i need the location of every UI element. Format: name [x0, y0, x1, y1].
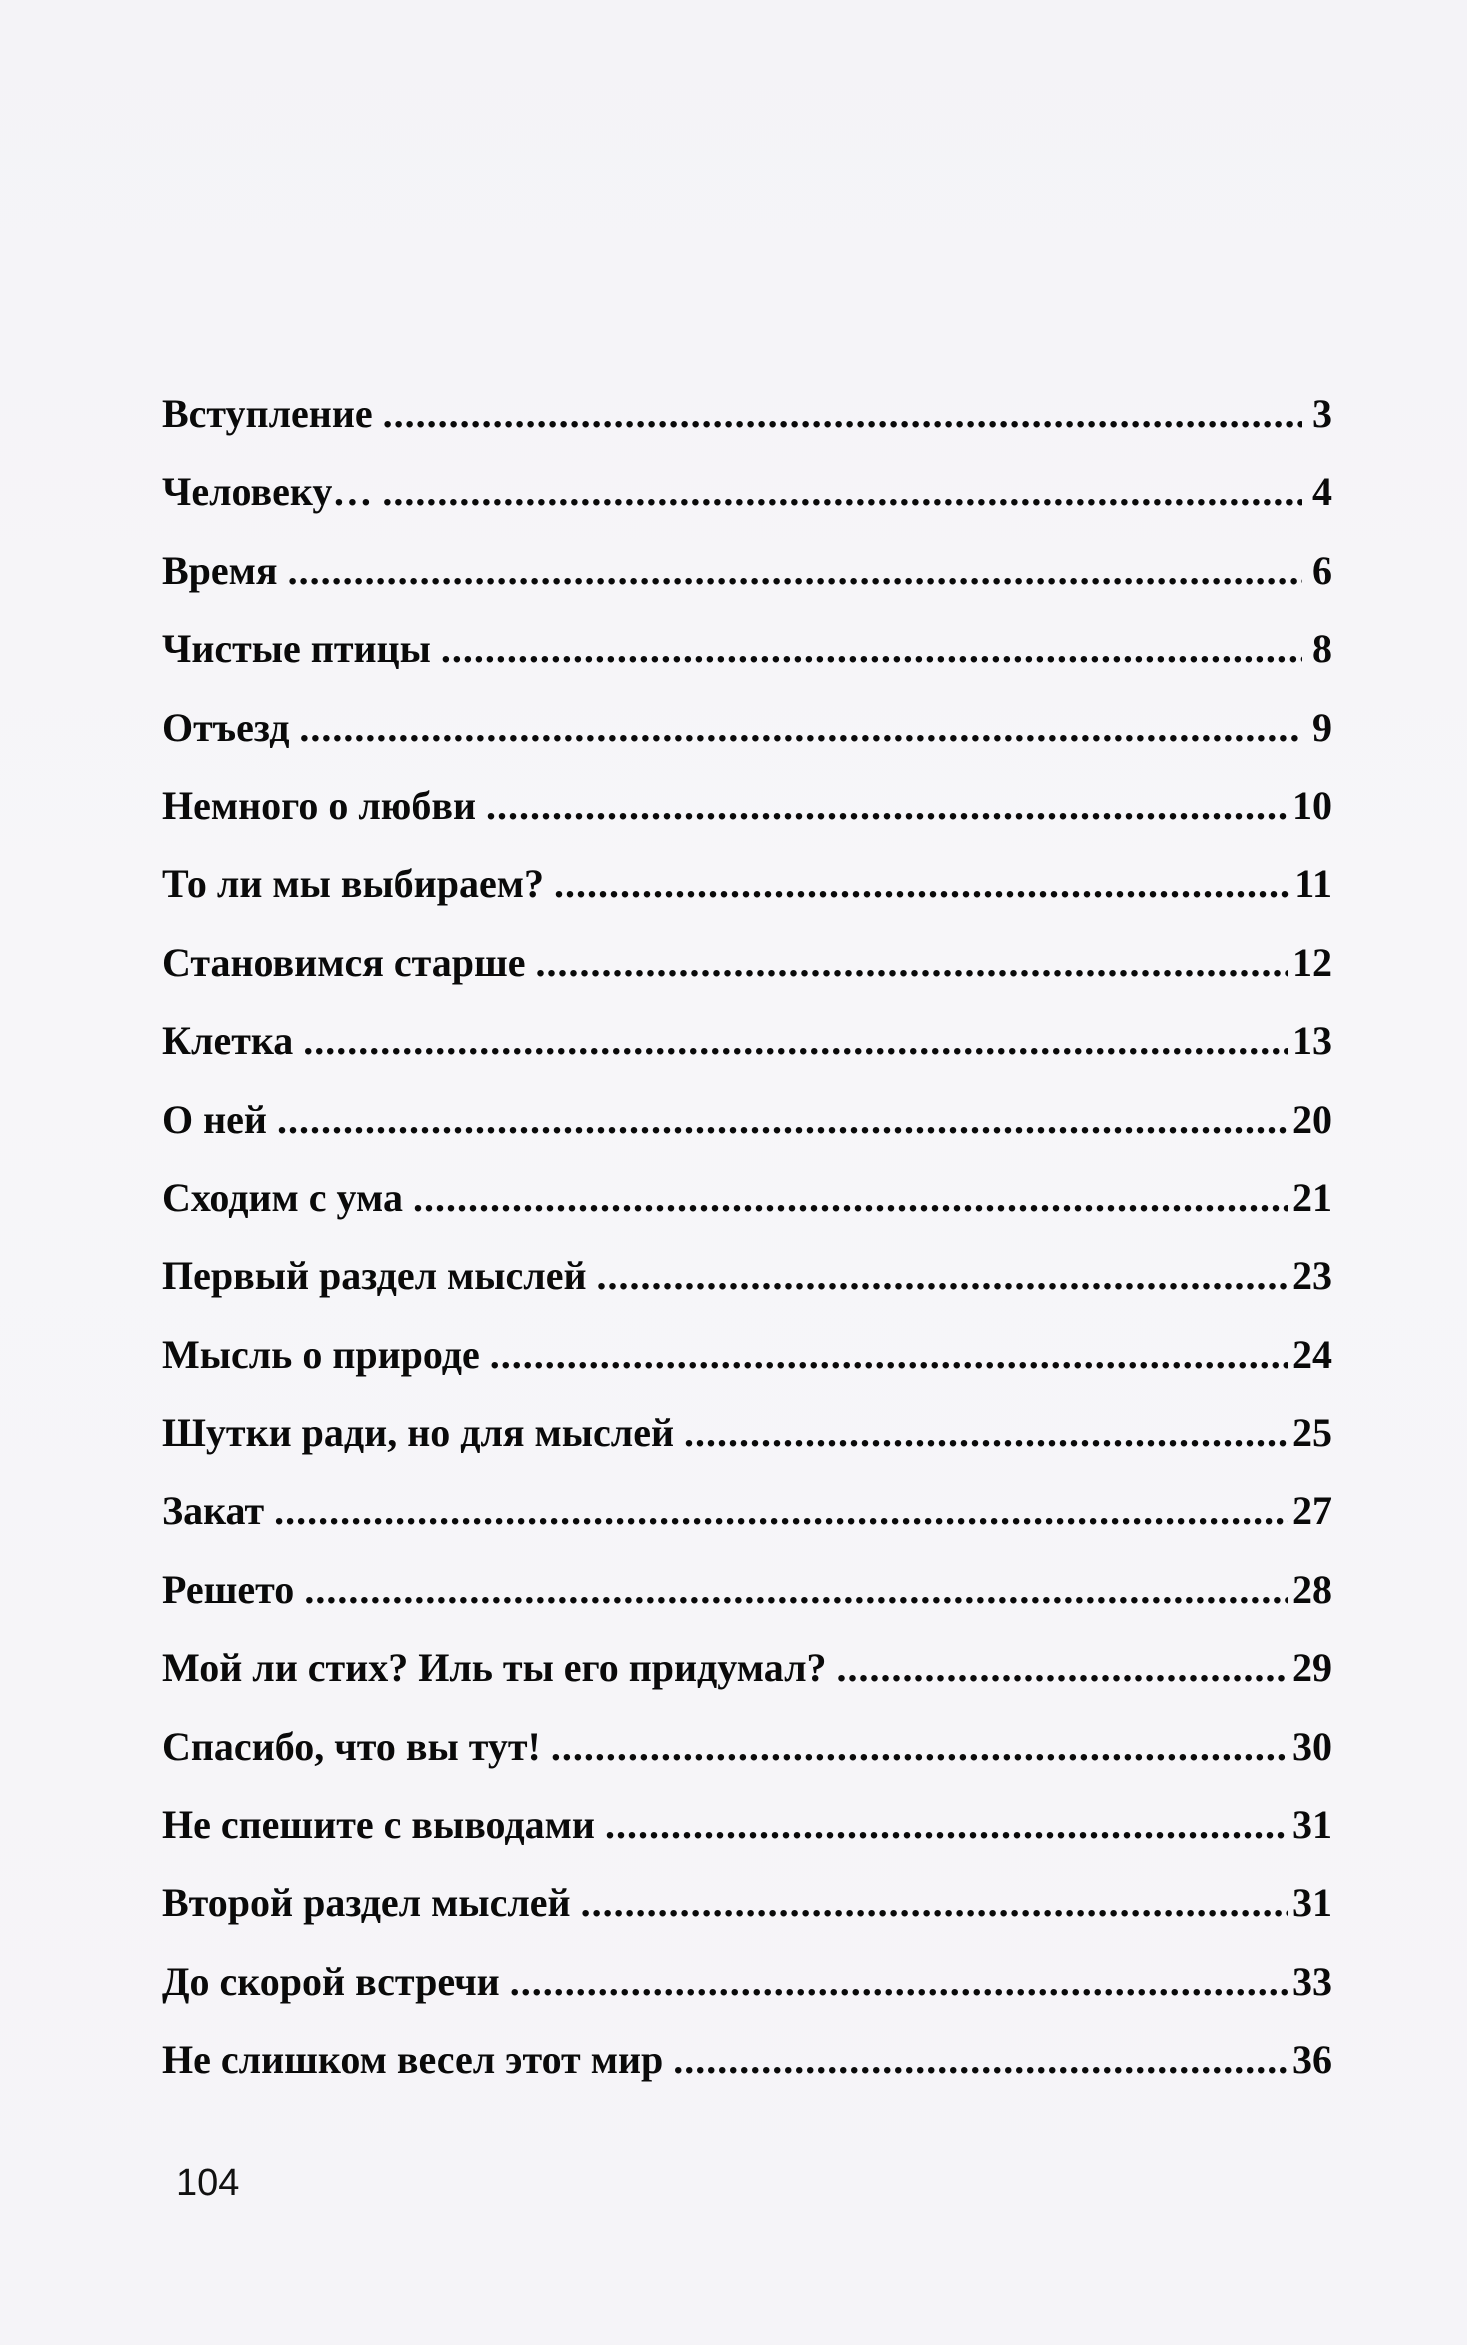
toc-entry-page: 21	[1292, 1174, 1332, 1220]
toc-dot-leader	[536, 939, 1289, 986]
toc-entry-title: Не слишком весел этот мир	[162, 2037, 664, 2083]
toc-entry-title: До скорой встречи	[162, 1958, 500, 2004]
toc-entry-title: Вступление	[162, 391, 373, 436]
toc-dot-leader	[673, 2036, 1288, 2083]
toc-entry-page: 9	[1312, 704, 1332, 750]
toc-dot-leader	[303, 1017, 1288, 1064]
toc-dot-leader	[277, 1096, 1288, 1143]
toc-dot-leader	[383, 390, 1302, 437]
toc-dot-leader	[510, 1958, 1288, 2005]
toc-entry	[162, 547, 1332, 625]
toc-entry	[162, 625, 1332, 703]
toc-entry-title: Шутки ради, но для мыслей	[162, 1410, 675, 1456]
toc-dot-leader	[837, 1644, 1288, 1691]
toc-entry-title: Решето	[162, 1566, 295, 1612]
toc-entry-page: 28	[1292, 1566, 1332, 1612]
toc-entry	[162, 1801, 1332, 1879]
toc-entry-title: Становимся старше	[162, 939, 526, 985]
toc-entry	[162, 1566, 1332, 1644]
toc-entry-title: Сходим с ума	[162, 1174, 403, 1220]
toc-entry-page: 30	[1292, 1723, 1332, 1769]
toc-entry-page: 20	[1292, 1096, 1332, 1142]
toc-entry-title: Первый раздел мыслей	[162, 1253, 587, 1299]
toc-dot-leader	[288, 547, 1302, 594]
toc-dot-leader	[684, 1409, 1288, 1456]
toc-dot-leader	[304, 1566, 1288, 1613]
toc-dot-leader	[597, 1252, 1289, 1299]
toc-dot-leader	[490, 1331, 1288, 1378]
toc-dot-leader	[274, 1487, 1288, 1534]
toc-dot-leader	[413, 1174, 1288, 1221]
toc-entry-title: Закат	[162, 1488, 265, 1534]
toc-entry	[162, 2036, 1332, 2114]
toc-entry-page: 29	[1292, 1645, 1332, 1691]
toc-entry	[162, 1252, 1332, 1330]
toc-entry	[162, 782, 1332, 860]
toc-entry-title: Немного о любви	[162, 782, 476, 828]
toc-entry-title: О ней	[162, 1096, 267, 1142]
toc-entry-page: 31	[1292, 1880, 1332, 1926]
toc-entry-page: 10	[1292, 782, 1332, 828]
toc-entry-page: 23	[1292, 1253, 1332, 1299]
toc-dot-leader	[299, 704, 1302, 751]
toc-entry-page: 11	[1294, 861, 1332, 907]
toc-entry-page: 13	[1292, 1018, 1332, 1064]
toc-entry	[162, 1409, 1332, 1487]
toc-entry	[162, 939, 1332, 1017]
toc-entry-page: 27	[1292, 1488, 1332, 1534]
toc-entry	[162, 1644, 1332, 1722]
toc-entry-page: 3	[1312, 391, 1332, 436]
toc-entry-title: Чистые птицы	[162, 626, 431, 672]
toc-entry-title: Человеку…	[162, 469, 373, 515]
toc-dot-leader	[554, 860, 1290, 907]
toc-entry-title: Отъезд	[162, 704, 290, 750]
toc-entry	[162, 704, 1332, 782]
toc-entry-page: 6	[1312, 547, 1332, 593]
toc-dot-leader	[382, 468, 1302, 515]
toc-entry-page: 4	[1312, 469, 1332, 515]
toc-entry-title: Мысль о природе	[162, 1331, 480, 1377]
table-of-contents	[162, 390, 1332, 2115]
toc-entry-page: 12	[1292, 939, 1332, 985]
toc-dot-leader	[581, 1879, 1288, 1926]
toc-entry	[162, 390, 1332, 468]
toc-entry	[162, 1174, 1332, 1252]
toc-entry	[162, 468, 1332, 546]
toc-entry	[162, 860, 1332, 938]
toc-entry-title: То ли мы выбираем?	[162, 861, 544, 907]
toc-dot-leader	[441, 625, 1302, 672]
toc-entry-title: Время	[162, 547, 278, 593]
toc-entry	[162, 1879, 1332, 1957]
toc-entry-title: Мой ли стих? Иль ты его придумал?	[162, 1645, 827, 1691]
toc-entry	[162, 1723, 1332, 1801]
toc-entry-page: 24	[1292, 1331, 1332, 1377]
toc-dot-leader	[605, 1801, 1288, 1848]
toc-entry-page: 31	[1292, 1802, 1332, 1848]
toc-dot-leader	[486, 782, 1288, 829]
toc-entry-title: Клетка	[162, 1018, 294, 1064]
toc-entry-title: Второй раздел мыслей	[162, 1880, 571, 1926]
toc-entry-title: Не спешите с выводами	[162, 1802, 595, 1848]
page-number: 104	[176, 2162, 240, 2204]
toc-entry	[162, 1958, 1332, 2036]
toc-entry	[162, 1017, 1332, 1095]
toc-entry	[162, 1096, 1332, 1174]
toc-dot-leader	[551, 1723, 1288, 1770]
toc-entry-page: 36	[1292, 2037, 1332, 2083]
toc-entry	[162, 1331, 1332, 1409]
toc-entry-page: 33	[1292, 1958, 1332, 2004]
toc-entry-page: 25	[1292, 1410, 1332, 1456]
toc-entry-title: Спасибо, что вы тут!	[162, 1723, 541, 1769]
toc-entry	[162, 1487, 1332, 1565]
toc-entry-page: 8	[1312, 626, 1332, 672]
